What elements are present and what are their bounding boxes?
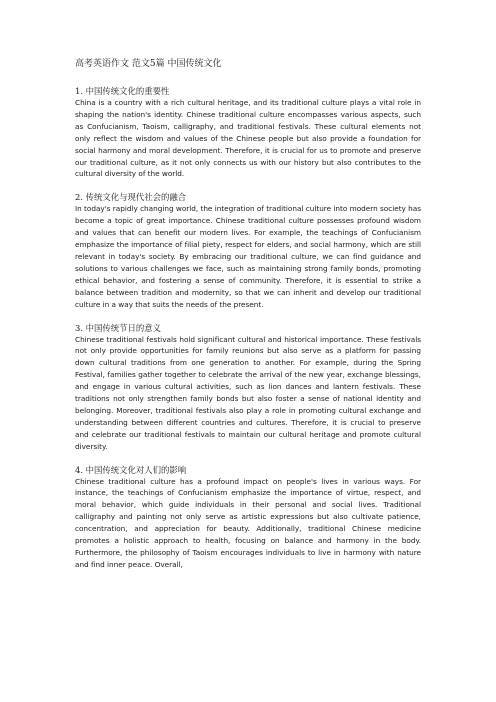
section-body: In today's rapidly changing world, the integration of traditional culture into modern society has become a topic of great importance. Chinese traditional culture possesses profound wisdom and values that can benefit our modern lives. For example, the teachings of Confucianism emphasize the importance of filial piety, respect for elders, and social harmony, which are still relevant in today's society. By embracing our traditional culture, we can find guidance and solutions to various challenges we face, such as maintaining strong family bonds, promoting ethical behavior, and fostering a sense of community. Therefore, it is essential to strike a balance between tradition and modernity, so that we can inherit and develop our traditional culture in a way that suits the needs of the present. [75, 204, 421, 309]
section-heading: 1. 中国传统文化的重要性 [75, 86, 170, 96]
document-page [75, 58, 421, 582]
section-heading: 3. 中国传统节日的意义 [75, 322, 162, 333]
section-integration [75, 191, 421, 310]
section-body: Chinese traditional culture has a profound impact on people's lives in various ways. For instance, the teachings of Confucianism emphasize the importance of virtue, respect, and moral behavior, which guide individuals in their personal and social lives. Traditional calligraphy and painting not only serve as artistic expressions but also cultivate patience, concentration, and appreciation for beauty. Additionally, traditional Chinese medicine promotes a holistic approach to health, focusing on balance and harmony in the body. Furthermore, the philosophy of Taoism encourages individuals to live in harmony with nature and find inner peace. Overall, [75, 476, 421, 569]
section-festivals [75, 322, 421, 453]
section-body: China is a country with a rich cultural heritage, and its traditional culture plays a vital role in shaping the nation's identity. Chinese traditional culture encompasses various aspects, such as Confucianism, Taoism, calligraphy, and traditional festivals. These cultural elements not only reflect the wisdom and values of the Chinese people but also provide a foundation for social harmony and moral development. Therefore, it is crucial for us to promote and preserve our traditional culture, as it not only connects us with our history but also contributes to the cultural diversity of the world. [75, 98, 421, 179]
section-body: Chinese traditional festivals hold significant cultural and historical importance. These festivals not only provide opportunities for family reunions but also serve as a platform for passing down cultural traditions from one generation to another. For example, during the Spring Festival, families gather together to celebrate the arrival of the new year, exchange blessings, and engage in various cultural activities, such as lion dances and lantern festivals. These traditions not only strengthen family bonds but also foster a sense of national identity and belonging. Moreover, traditional festivals also play a role in promoting cultural exchange and understanding between different countries and cultures. Therefore, it is crucial to preserve and celebrate our traditional festivals to maintain our cultural heritage and promote cultural diversity. [75, 334, 421, 451]
section-influence [75, 464, 421, 571]
section-heading: 4. 中国传统文化对人们的影响 [75, 464, 187, 475]
section-heading: 2. 传统文化与现代社会的融合 [75, 192, 187, 203]
document-title: 高考英语作文 范文5篇 中国传统文化 [75, 59, 222, 69]
section-importance [75, 85, 421, 180]
